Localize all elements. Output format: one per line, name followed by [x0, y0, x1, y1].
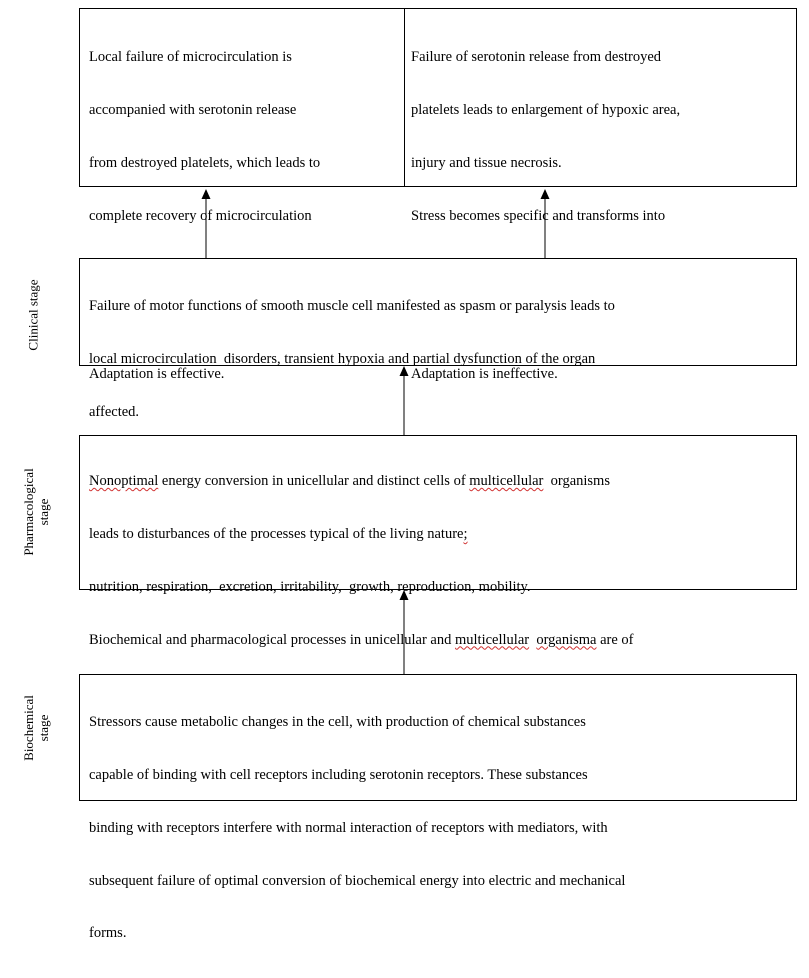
text-line: capable of binding with cell receptors including serotonin receptors. These substances — [89, 766, 588, 783]
text-line: Failure of serotonin release from destroyed — [411, 49, 662, 66]
biochemical-stage-box — [79, 674, 797, 942]
biochemical-stage-label — [21, 695, 51, 761]
text-line: affected. — [89, 403, 140, 420]
spellcheck-word: ; — [463, 525, 468, 542]
pharmacological-stage-label — [21, 468, 51, 555]
clinical-stage-label — [26, 279, 41, 350]
text-fragment: Biochemical and pharmacological processes in unicellular and — [89, 631, 455, 648]
text-line: forms. — [89, 925, 127, 942]
text-line: nutrition, respiration, excretion, irritability, growth, reproduction, mobility. — [89, 578, 531, 595]
spellcheck-word: multicellular — [455, 631, 530, 648]
spellcheck-word: organisma — [536, 631, 597, 648]
text-line — [89, 526, 634, 544]
text-line: platelets leads to enlargement of hypoxic area, — [411, 101, 681, 118]
text-fragment: leads to disturbances of the processes typical of the living nature — [89, 525, 464, 542]
text-line: accompanied with serotonin release — [89, 101, 297, 118]
text-line: Failure of motor functions of smooth muscle cell manifested as spasm or paralysis leads to — [89, 298, 615, 315]
text-line: injury and tissue necrosis. — [411, 154, 562, 171]
text-line — [89, 632, 634, 650]
stage-label-text: stage — [36, 714, 51, 742]
text-line: Stressors cause metabolic changes in the cell, with production of chemical substances — [89, 714, 586, 731]
text-line: Adaptation is effective. — [89, 365, 225, 382]
text-line: Stress becomes specific and transforms into — [411, 207, 666, 224]
outcome-ineffective-box — [404, 8, 797, 382]
stage-label-text: Clinical stage — [25, 279, 41, 351]
text-line: from destroyed platelets, which leads to — [89, 154, 321, 171]
clinical-stage-text — [89, 263, 615, 457]
text-line: complete recovery of microcirculation — [89, 207, 312, 224]
text-line: local microcirculation disorders, transient hypoxia and partial dysfunction of the organ — [89, 350, 596, 367]
stage-label-text: Pharmacological — [21, 468, 36, 556]
text-fragment: are of — [596, 631, 634, 648]
text-line: binding with receptors interfere with normal interaction of receptors with mediators, with — [89, 819, 608, 836]
text-line — [89, 473, 634, 491]
text-line: Local failure of microcirculation is — [89, 49, 292, 66]
pharmacological-stage-box — [79, 435, 797, 648]
stage-label-text: stage — [36, 498, 51, 526]
text-fragment: organisms — [543, 473, 610, 490]
stage-label-text: Biochemical — [21, 695, 36, 761]
text-fragment: energy conversion in unicellular and distinct cells of — [158, 473, 470, 490]
biochemical-stage-text — [89, 679, 625, 978]
spellcheck-word: Nonoptimal — [89, 473, 159, 490]
text-line: Adaptation is ineffective. — [411, 365, 558, 382]
spellcheck-word: multicellular — [469, 473, 544, 490]
text-line: subsequent failure of optimal conversion of biochemical energy into electric and mechanical — [89, 872, 626, 889]
